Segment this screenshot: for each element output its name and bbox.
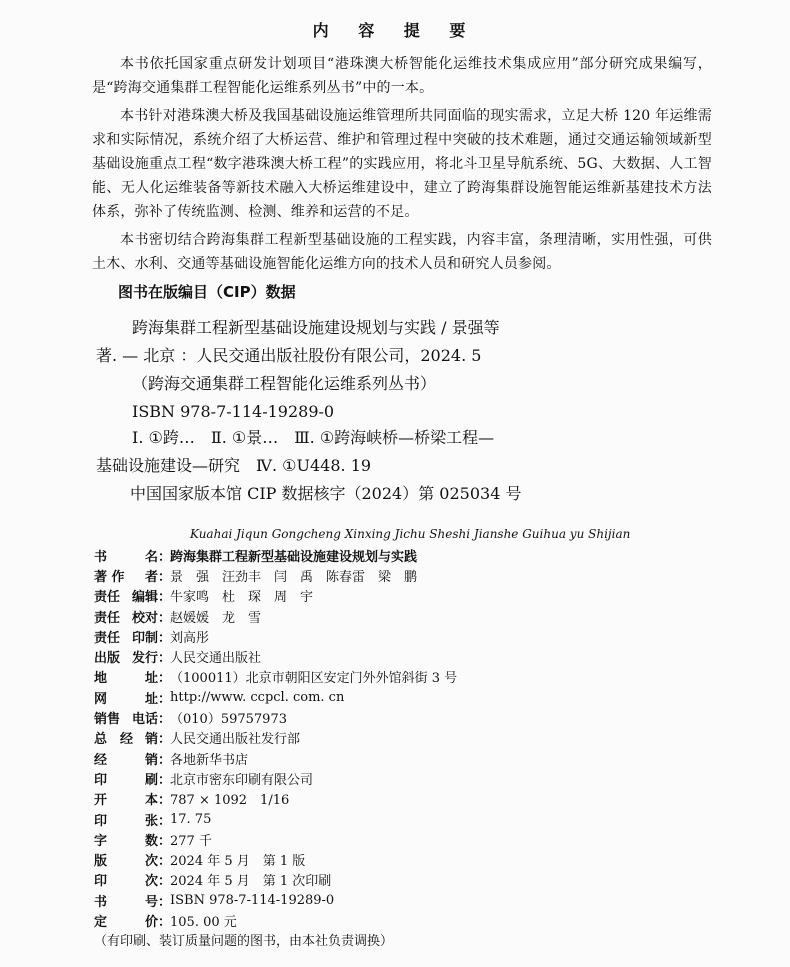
abstract-paragraph: 本书依托国家重点研发计划项目“港珠澳大桥智能化运维技术集成应用”部分研究成果编写，是“跨海交通集群工程智能化运维系列丛书”中的一本。: [92, 56, 712, 96]
colophon-value: 17. 75: [170, 811, 212, 827]
colophon-label: [94, 769, 158, 788]
cip-classification: [96, 424, 616, 480]
abstract-paragraph: 本书密切结合跨海集群工程新型基础设施的工程实践，内容丰富，条理清晰，实用性强，可供土木、水利、交通等基础设施智能化运维方向的技术人员和研究人员参阅。: [92, 232, 712, 272]
cip-class-line: 基础设施建设—研究 Ⅳ. ①U448. 19: [96, 456, 372, 475]
pinyin-title: Kuahai Jiqun Gongcheng Xinxing Jichu Sheshi Jianshe Guihua yu Shijian: [190, 527, 631, 541]
colophon-value: 赵媛媛 龙 雪: [170, 610, 262, 626]
colophon-label-part: 本: [144, 793, 158, 809]
colon: ：: [158, 569, 172, 585]
colophon-value: 各地新华书店: [170, 752, 249, 768]
colophon-row: [94, 707, 734, 727]
colophon-label-part: 者: [144, 569, 158, 585]
footnote: （有印刷、装订质量问题的图书，由本社负责调换）: [94, 934, 394, 949]
colophon-label: [94, 566, 158, 585]
colophon-value: ISBN 978-7-114-19289-0: [170, 892, 335, 908]
colophon-row: [94, 910, 734, 930]
colophon-row: [94, 586, 734, 606]
cip-publisher-line: 著. — 北京 ：人民交通出版社股份有限公司，2024. 5: [96, 346, 482, 365]
colophon-value: （100011）北京市朝阳区安定门外外馆斜街 3 号: [170, 671, 458, 687]
colon: ：: [158, 772, 172, 788]
colophon-label: [94, 810, 158, 829]
cip-title-line: 跨海集群工程新型基础设施建设规划与实践 / 景强等: [132, 318, 500, 337]
cip-heading: 图书在版编目（CIP）数据: [118, 283, 296, 301]
colophon-label-part: 开: [94, 793, 108, 809]
colophon-label-part: 销: [144, 732, 158, 748]
colon: ：: [158, 610, 172, 626]
colon: ：: [158, 651, 172, 667]
colon: ：: [158, 793, 172, 809]
cip-series-line: （跨海交通集群工程智能化运维系列丛书）: [132, 374, 437, 393]
cip-class-line: Ⅰ. ①跨… Ⅱ. ①景… Ⅲ. ①跨海峡桥—桥梁工程—: [132, 428, 495, 447]
colophon-label-part: 次: [144, 874, 158, 890]
colon: ：: [158, 712, 172, 728]
cip-record: [96, 314, 616, 426]
colophon-label: [94, 627, 158, 646]
colophon-value: 277 千: [170, 833, 212, 849]
colophon-value: 刘高彤: [170, 630, 210, 646]
colophon-value: 105. 00 元: [170, 914, 237, 930]
colophon-label-part: 出版: [94, 651, 121, 667]
colophon-label-part: 字: [94, 833, 108, 849]
colophon: [94, 545, 734, 931]
colophon-label-part: 校对: [131, 610, 158, 626]
colophon-row: [94, 728, 734, 748]
colophon-label: [94, 749, 158, 768]
colophon-label-part: 印制: [131, 630, 158, 646]
colophon-label-part: 名: [144, 549, 158, 565]
colophon-label: [94, 546, 158, 565]
colophon-value: 牛家鸣 杜 琛 周 宇: [170, 590, 314, 606]
colophon-label-part: 印: [94, 772, 108, 788]
colophon-label-part: 编辑: [131, 590, 158, 606]
colophon-value: http://www. ccpcl. com. cn: [170, 689, 345, 705]
colophon-label: [94, 607, 158, 626]
colophon-value: 景 强 汪劲丰 闫 禹 陈春雷 梁 鹏: [170, 569, 418, 585]
colophon-label-part: 印: [94, 813, 108, 829]
colophon-label-part: 址: [144, 671, 158, 687]
colophon-row: [94, 646, 734, 666]
colophon-label: [94, 870, 158, 889]
colophon-label-part: 次: [144, 854, 158, 870]
colon: ：: [158, 732, 172, 748]
colon: ：: [158, 894, 172, 910]
colophon-label: [94, 647, 158, 666]
colophon-row: [94, 606, 734, 626]
colophon-label-part: 版: [94, 854, 108, 870]
colophon-row: [94, 829, 734, 849]
colophon-value: 2024 年 5 月 第 1 次印刷: [170, 874, 332, 890]
colophon-row: [94, 667, 734, 687]
colophon-label-part: 销售: [94, 712, 121, 728]
colophon-label: [94, 850, 158, 869]
colophon-value: 人民交通出版社: [170, 651, 262, 667]
colophon-label-part: 发行: [131, 651, 158, 667]
colophon-row: [94, 890, 734, 910]
colophon-row: [94, 687, 734, 707]
colophon-row: [94, 748, 734, 768]
colophon-row: [94, 545, 734, 565]
colophon-label: [94, 789, 158, 808]
colophon-label-part: 销: [144, 752, 158, 768]
colophon-row: [94, 789, 734, 809]
colophon-label-part: 印: [94, 874, 108, 890]
colophon-label-part: 地: [94, 671, 108, 687]
colophon-label-part: 定: [94, 914, 108, 930]
colophon-label: [94, 891, 158, 910]
colon: ：: [158, 752, 172, 768]
colophon-row: [94, 870, 734, 890]
colon: ：: [158, 630, 172, 646]
colon: ：: [158, 833, 172, 849]
colophon-label-part: 书: [94, 894, 108, 910]
colophon-label: [94, 688, 158, 707]
colophon-value: 北京市密东印刷有限公司: [170, 772, 314, 788]
colophon-label-part: 网: [94, 691, 108, 707]
colon: ：: [158, 914, 172, 930]
colophon-label: [94, 667, 158, 686]
colophon-label-part: 经: [94, 752, 108, 768]
colophon-label-part: 刷: [144, 772, 158, 788]
colon: ：: [158, 813, 172, 829]
colophon-value: 跨海集群工程新型基础设施建设规划与实践: [170, 549, 418, 565]
colophon-label: [94, 911, 158, 930]
colophon-label-part: 书: [94, 549, 108, 565]
colophon-row: [94, 849, 734, 869]
colophon-value: （010）59757973: [170, 712, 287, 728]
colophon-label-part: 电话: [131, 712, 158, 728]
colophon-value: 787 × 1092 1/16: [170, 793, 290, 809]
colophon-label-part: 著 作: [94, 569, 125, 585]
colophon-value: 2024 年 5 月 第 1 版: [170, 854, 306, 870]
colophon-value: 人民交通出版社发行部: [170, 732, 301, 748]
colophon-label-part: 责任: [94, 590, 121, 606]
abstract: [92, 52, 712, 280]
colophon-label-part: 张: [144, 813, 158, 829]
colophon-label-part: 号: [144, 894, 158, 910]
colon: ：: [158, 671, 172, 687]
colon: ：: [158, 691, 172, 707]
colophon-label: [94, 728, 158, 747]
colophon-label: [94, 708, 158, 727]
colophon-row: [94, 809, 734, 829]
colophon-label: [94, 586, 158, 605]
colophon-label-part: 价: [144, 914, 158, 930]
colophon-label-part: 总 经: [94, 732, 134, 748]
colophon-label-part: 址: [144, 691, 158, 707]
colophon-row: [94, 626, 734, 646]
colophon-row: [94, 565, 734, 585]
page-title: 内 容 提 要: [312, 21, 478, 40]
abstract-paragraph: 本书针对港珠澳大桥及我国基础设施运维管理所共同面临的现实需求，立足大桥 120 年运维需求和实际情况，系统介绍了大桥运营、维护和管理过程中突破的技术难题，通过交通运输领域新型基础设施重点工程“数字港珠澳大桥工程”的实践应用，将北斗卫星导航系统、5G、大数据、人工智能、无人化运维装备等新技术融入大桥运维建设中，建立了跨海集群设施智能运维新基建技术方法体系，弥补了传统监测、检测、维养和运营的不足。: [92, 108, 712, 220]
colon: ：: [158, 590, 172, 606]
colon: ：: [158, 549, 172, 565]
colon: ：: [158, 874, 172, 890]
colophon-label-part: 责任: [94, 630, 121, 646]
colophon-label: [94, 830, 158, 849]
colophon-row: [94, 768, 734, 788]
colon: ：: [158, 854, 172, 870]
cip-isbn-line: ISBN 978-7-114-19289-0: [132, 402, 335, 421]
colophon-label-part: 责任: [94, 610, 121, 626]
colophon-label-part: 数: [144, 833, 158, 849]
cip-data-number: 中国国家版本馆 CIP 数据核字（2024）第 025034 号: [130, 484, 522, 503]
